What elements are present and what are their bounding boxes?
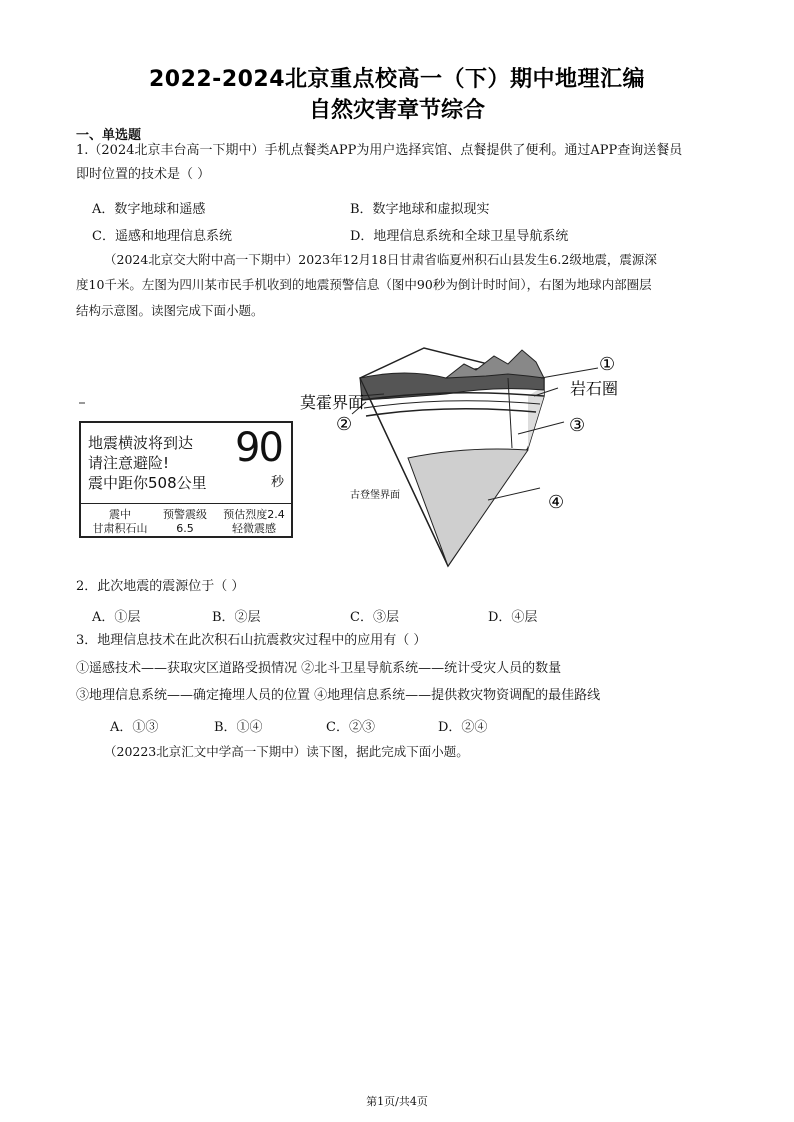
section-heading: 一、单选题 (76, 128, 142, 143)
alert-intensity (217, 508, 291, 536)
material1-line1: （2024北京交大附中高一下期中）2023年12月18日甘肃省临夏州积石山县发生6.2级地震，震源深 (104, 252, 657, 267)
material1-line2: 度10千米。左图为四川某市民手机收到的地震预警信息（图中90秒为倒计时时间），右图为地球内部圈层 (76, 277, 652, 292)
alert-epicenter (85, 508, 155, 536)
q3-option-d: D．②④ (438, 720, 488, 735)
alert-line-1: 地震横波将到达 (88, 434, 194, 452)
alert-line-2: 请注意避险! (88, 454, 170, 472)
q3-item-line2: ③地理信息系统——确定掩埋人员的位置 ④地理信息系统——提供救灾物资调配的最佳路线 (76, 688, 601, 703)
q2-stem: 2．此次地震的震源位于（ ） (76, 579, 245, 594)
q3-item-line1: ①遥感技术——获取灾区道路受损情况 ②北斗卫星导航系统——统计受灾人员的数量 (76, 661, 562, 676)
q1-stem-line1: 1.（2024北京丰台高一下期中）手机点餐类APP为用户选择宾馆、点餐提供了便利。通过APP查询送餐员 (76, 143, 683, 158)
material1-line3: 结构示意图。读图完成下面小题。 (76, 303, 264, 318)
q3-option-a: A．①③ (110, 720, 159, 735)
earthquake-alert-box (79, 421, 293, 538)
earth-structure-diagram (296, 338, 636, 574)
leader-1 (541, 368, 598, 378)
doc-title-line1: 2022-2024北京重点校高一（下）期中地理汇编 (148, 67, 646, 92)
magnitude-value: 6.5 (176, 522, 194, 535)
q1-option-d: D．地理信息系统和全球卫星导航系统 (350, 229, 569, 244)
alert-line-3: 震中距你508公里 (88, 474, 207, 492)
label-gutenberg: 古登堡界面 (350, 490, 400, 501)
q1-option-b: B．数字地球和虚拟现实 (350, 202, 490, 217)
q1-stem-line2: 即时位置的技术是（ ） (76, 167, 211, 182)
countdown-value: 90 (235, 425, 282, 471)
q2-option-a: A．①层 (92, 610, 141, 625)
q1-option-a: A．数字地球和遥感 (92, 202, 206, 217)
label-4: ④ (548, 492, 565, 513)
page-footer: 第1页/共4页 (366, 1095, 428, 1108)
alert-message (88, 433, 207, 493)
label-2: ② (336, 414, 353, 435)
q2-option-b: B．②层 (212, 610, 261, 625)
intensity-value: 轻微震感 (232, 522, 276, 535)
label-lithosphere: 岩石圈 (570, 379, 619, 398)
countdown-unit: 秒 (271, 475, 285, 490)
q3-option-b: B．①④ (214, 720, 263, 735)
q3-stem: 3．地理信息技术在此次积石山抗震救灾过程中的应用有（ ） (76, 633, 427, 648)
q3-option-c: C．②③ (326, 720, 375, 735)
label-moho: 莫霍界面 (300, 393, 365, 412)
core-region (408, 449, 528, 566)
epicenter-label: 震中 (109, 508, 131, 521)
label-3: ③ (569, 415, 586, 436)
material2-line: （20223北京汇文中学高一下期中）读下图，据此完成下面小题。 (104, 744, 469, 759)
alert-magnitude (155, 508, 215, 536)
label-1: ① (599, 354, 616, 375)
scan-mark (79, 402, 85, 404)
alert-divider (81, 503, 291, 504)
doc-title-line2: 自然灾害章节综合 (308, 98, 485, 123)
q2-option-d: D．④层 (488, 610, 538, 625)
q2-option-c: C．③层 (350, 610, 399, 625)
q1-option-c: C．遥感和地理信息系统 (92, 229, 232, 244)
magnitude-label: 预警震级 (163, 508, 207, 521)
intensity-label: 预估烈度2.4 (223, 508, 285, 521)
epicenter-value: 甘肃积石山 (92, 522, 148, 535)
